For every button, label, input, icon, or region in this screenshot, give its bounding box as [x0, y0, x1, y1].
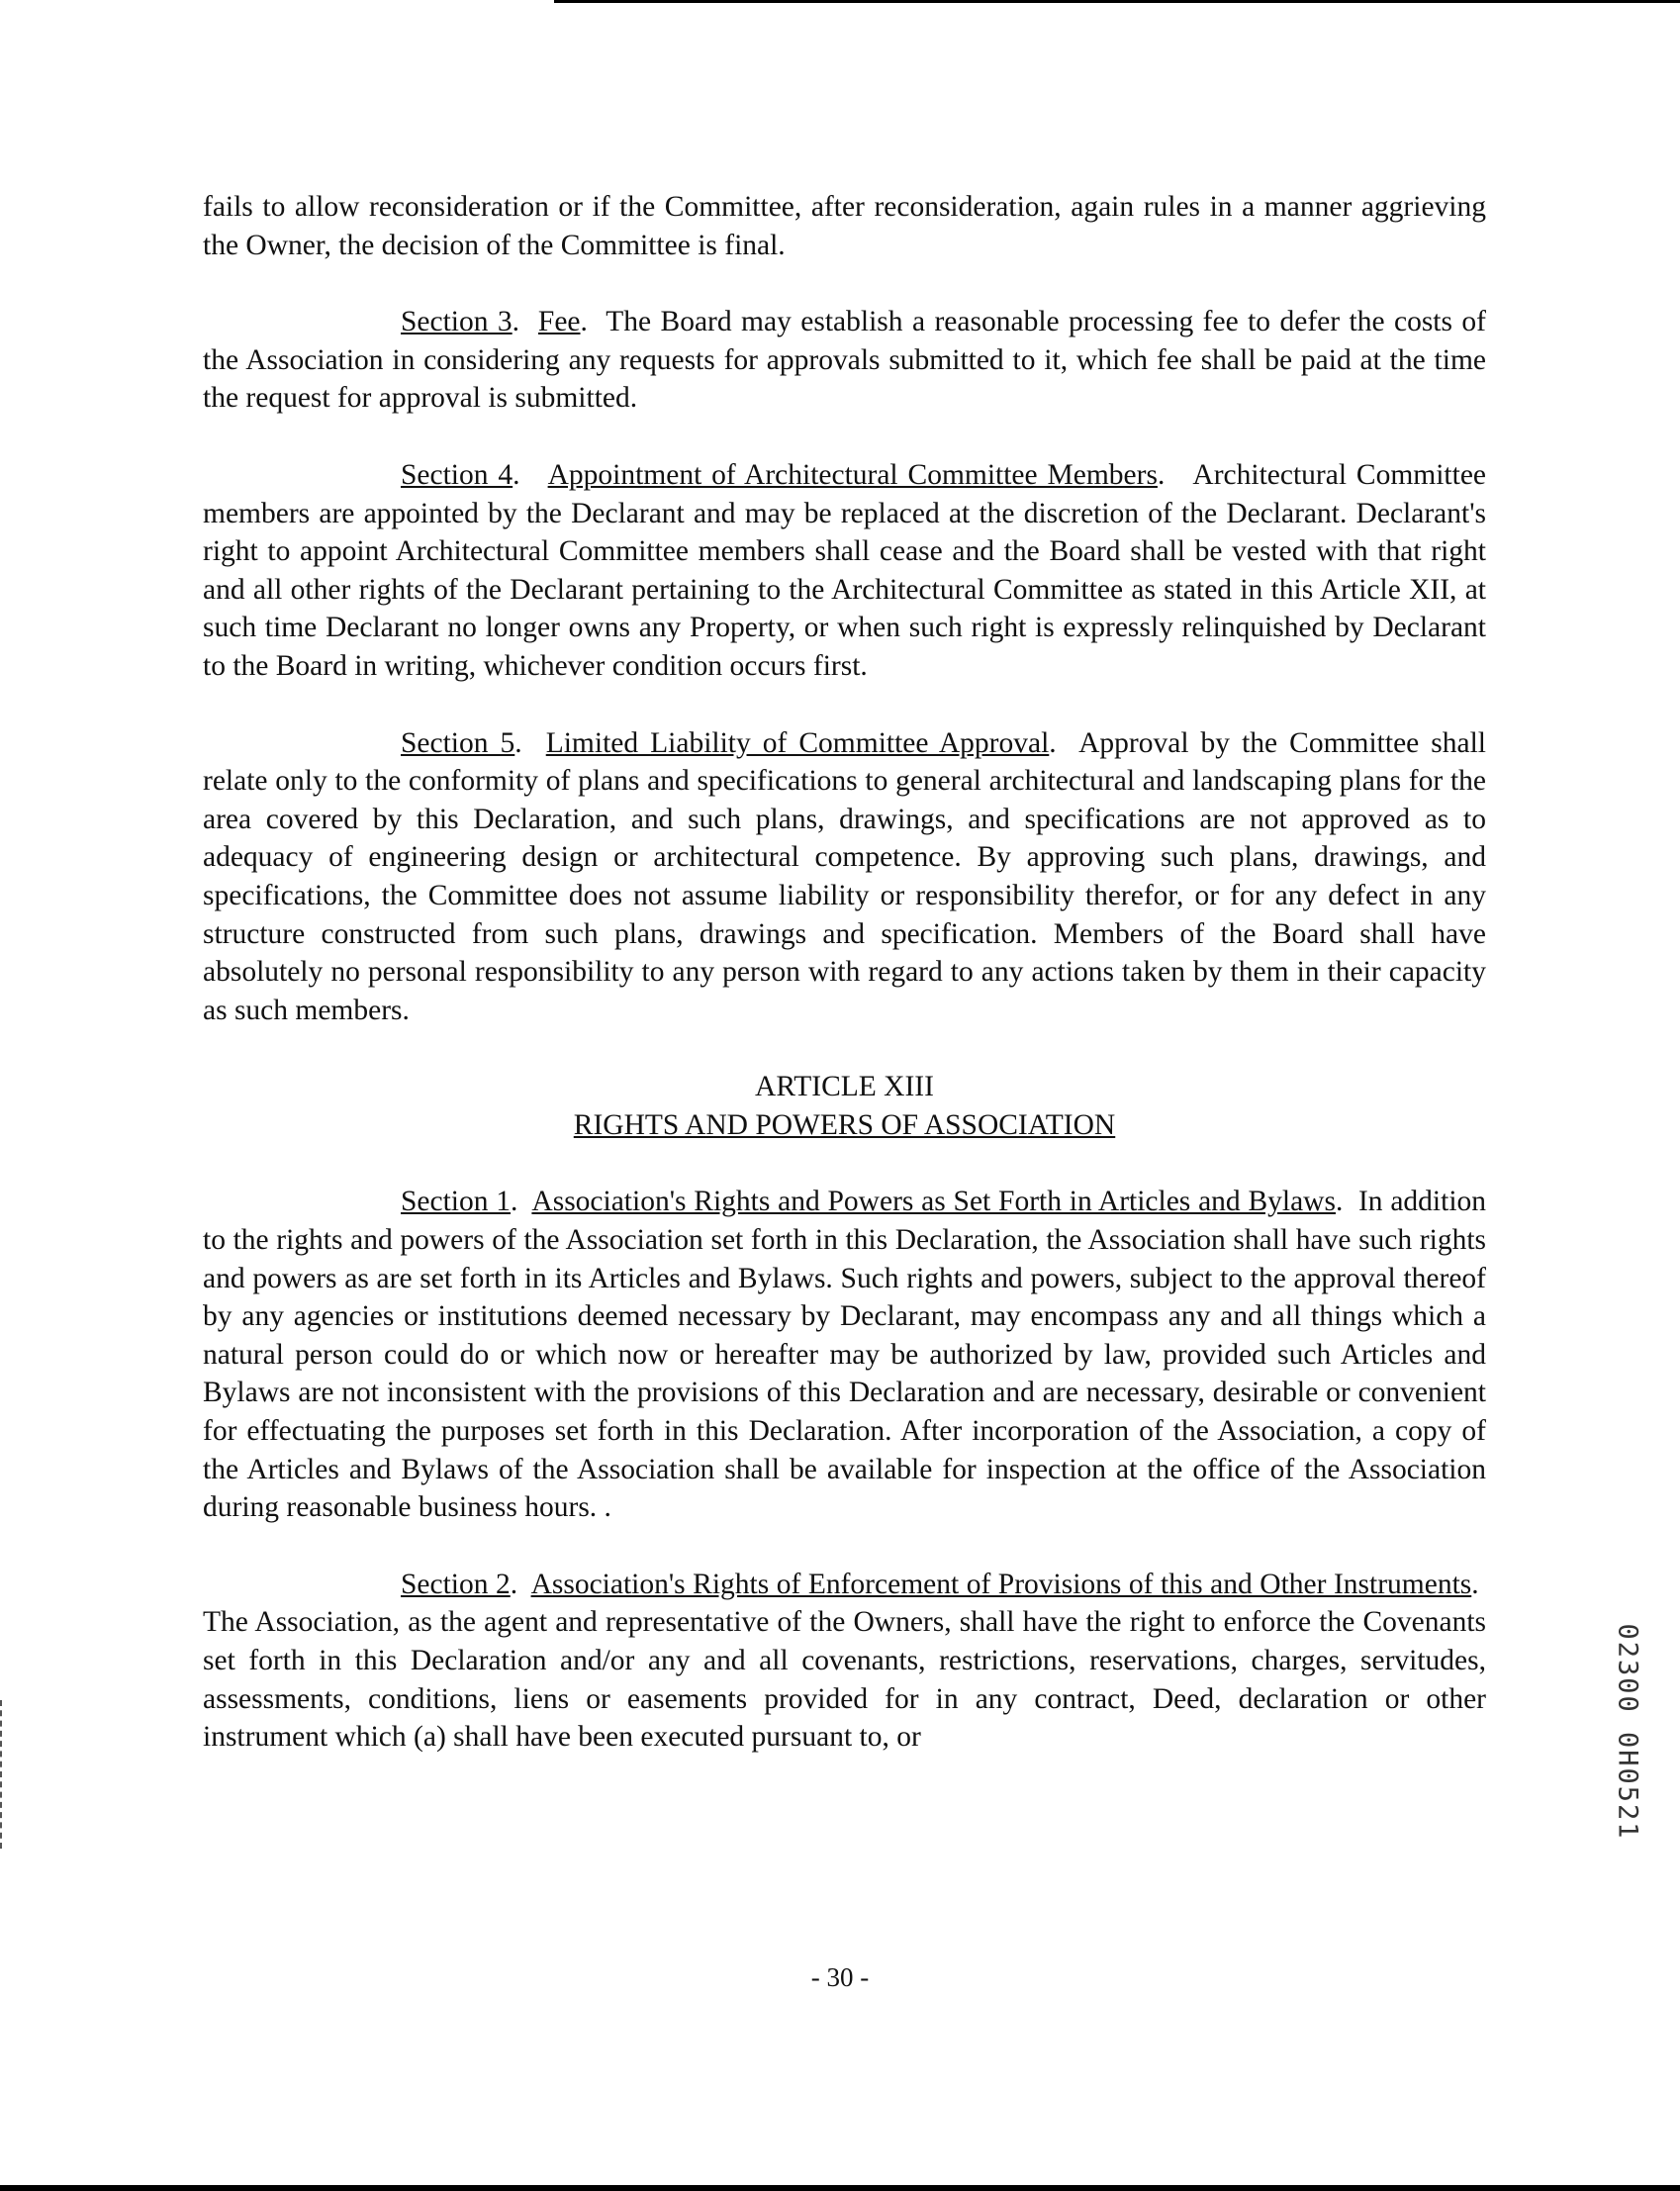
section-label: Section 2	[401, 1568, 511, 1600]
page-number: - 30 -	[810, 1962, 870, 1992]
section-5-limited-liability: Section 5. Limited Liability of Committee Approval. Approval by the Committee shall relate only to the conformity of plans and specifications to general architectural and landscaping plans for the area covered by this Declaration, and such plans, drawings, and specifications are not approved as to adequacy of engineering design or architectural competence. By approving such plans, drawings, and specifications, the Committee does not assume liability or responsibility therefor, or for any defect in any structure constructed from such plans, drawings and specification. Members of the Board shall have absolutely no personal responsibility to any person with regard to any actions taken by them in their capacity as such members.	[203, 726, 1486, 1026]
recording-stamp-text: 02300 0H0521	[1612, 1623, 1643, 1841]
article-heading	[203, 1068, 1486, 1144]
article-title: RIGHTS AND POWERS OF ASSOCIATION	[573, 1108, 1116, 1141]
continuation-paragraph: fails to allow reconsideration or if the Committee, after reconsideration, again rules in a manner aggrieving the Owner, the decision of the Committee is final.	[203, 191, 1486, 261]
section-label: Section 5	[401, 726, 515, 759]
left-scan-mark	[0, 1700, 4, 1849]
section-title: Association's Rights and Powers as Set Forth in Articles and Bylaws	[531, 1186, 1336, 1218]
section-body: The Association, as the agent and representative of the Owners, shall have the right to enforce the Covenants set forth in this Declaration and/or any and all covenants, restrictions, reservations, charges, servitudes, assessments, conditions, liens or easements provided for in any contract, Deed, declaration or other instrument which (a) shall have been executed pursuant to, or	[203, 1606, 1486, 1754]
recording-stamp	[1608, 1593, 1647, 1870]
section-body: Architectural Committee members are appointed by the Declarant and may be replaced at the discretion of the Declarant. Declarant's right to appoint Architectural Committee members shall cease and the Board shall be vested with that right and all other rights of the Declarant pertaining to the Architectural Committee as stated in this Article XII, at such time Declarant no longer owns any Property, or when such right is expressly relinquished by Declarant to the Board in writing, whichever condition occurs first.	[203, 458, 1487, 682]
section-title: Appointment of Architectural Committee Members	[547, 458, 1158, 491]
section-1-rights-and-powers: Section 1. Association's Rights and Powers as Set Forth in Articles and Bylaws. In addition to the rights and powers of the Association set forth in this Declaration, the Association shall have such rights and powers as are set forth in its Articles and Bylaws. Such rights and powers, subject to the approval thereof by any agencies or institutions deemed necessary by Declarant, may encompass any and all things which a natural person could do or which now or hereafter may be authorized by law, provided such Articles and Bylaws are not inconsistent with the provisions of this Declaration and are necessary, desirable or convenient for effectuating the purposes set forth in this Declaration. After incorporation of the Association, a copy of the Articles and Bylaws of the Association shall be available for inspection at the office of the Association during reasonable business hours. .	[203, 1186, 1487, 1524]
section-label: Section 4	[401, 458, 513, 491]
document-body	[203, 188, 1486, 1757]
article-number: ARTICLE XIII	[755, 1071, 934, 1103]
section-label: Section 3	[401, 306, 513, 338]
section-body: Approval by the Committee shall relate only to the conformity of plans and specifications to general architectural and landscaping plans for the area covered by this Declaration, and such plans, drawings, and specifications are not approved as to adequacy of engineering design or architectural competence. By approving such plans, drawings, and specifications, the Committee does not assume liability or responsibility therefor, or for any defect in any structure constructed from such plans, drawings and specification. Members of the Board shall have absolutely no personal responsibility to any person with regard to any actions taken by them in their capacity as such members.	[203, 726, 1486, 1026]
section-label: Section 1	[401, 1186, 512, 1218]
bottom-scan-edge	[0, 2185, 1680, 2191]
section-title: Fee	[537, 306, 581, 338]
section-4-appointment: Section 4. Appointment of Architectural Committee Members. Architectural Committee members are appointed by the Declarant and may be replaced at the discretion of the Declarant. Declarant's right to appoint Architectural Committee members shall cease and the Board shall be vested with that right and all other rights of the Declarant pertaining to the Architectural Committee as stated in this Article XII, at such time Declarant no longer owns any Property, or when such right is expressly relinquished by Declarant to the Board in writing, whichever condition occurs first.	[203, 458, 1487, 682]
section-2-enforcement: Section 2. Association's Rights of Enforcement of Provisions of this and Other Instruments. The Association, as the agent and representative of the Owners, shall have the right to enforce the Covenants set forth in this Declaration and/or any and all covenants, restrictions, reservations, charges, servitudes, assessments, conditions, liens or easements provided for in any contract, Deed, declaration or other instrument which (a) shall have been executed pursuant to, or	[203, 1568, 1486, 1754]
section-title: Limited Liability of Committee Approval	[545, 726, 1050, 759]
section-body: In addition to the rights and powers of the Association set forth in this Declaration, the Association shall have such rights and powers as are set forth in its Articles and Bylaws. Such rights and powers, subject to the approval thereof by any agencies or institutions deemed necessary by Declarant, may encompass any and all things which a natural person could do or which now or hereafter may be authorized by law, provided such Articles and Bylaws are not inconsistent with the provisions of this Declaration and are necessary, desirable or convenient for effectuating the purposes set forth in this Declaration. After incorporation of the Association, a copy of the Articles and Bylaws of the Association shall be available for inspection at the office of the Association during reasonable business hours. .	[203, 1186, 1487, 1524]
section-3-fee: Section 3. Fee. The Board may establish a reasonable processing fee to defer the costs of the Association in considering any requests for approvals submitted to it, which fee shall be paid at the time the request for approval is submitted.	[203, 306, 1486, 415]
section-body: The Board may establish a reasonable processing fee to defer the costs of the Association in considering any requests for approvals submitted to it, which fee shall be paid at the time the request for approval is submitted.	[203, 306, 1486, 415]
section-title: Association's Rights of Enforcement of Provisions of this and Other Instruments	[530, 1568, 1472, 1600]
top-scan-edge	[554, 0, 1680, 3]
